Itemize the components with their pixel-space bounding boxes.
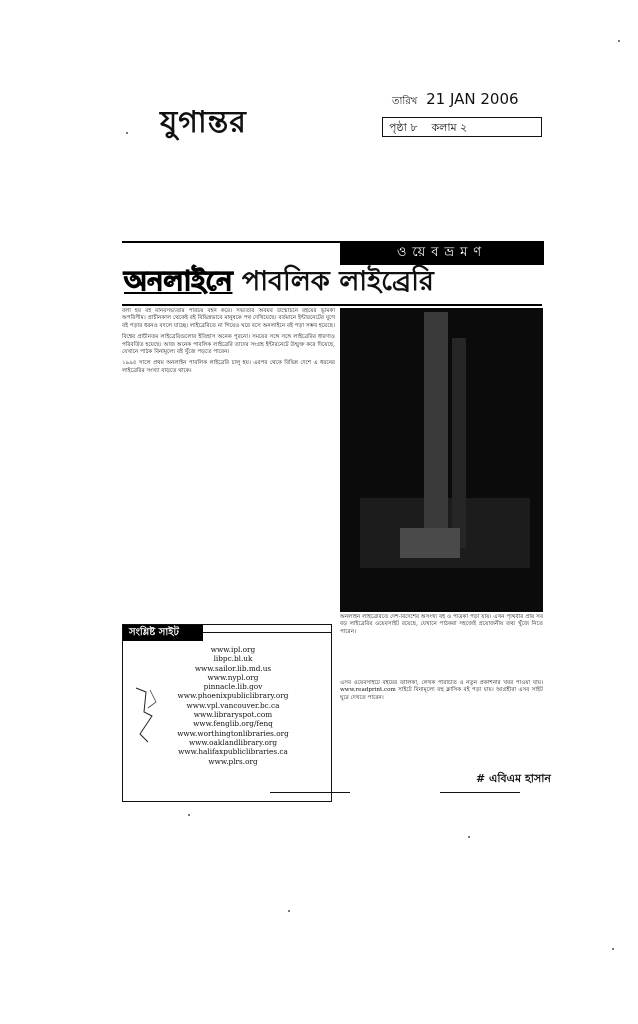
scan-speck [468, 836, 470, 838]
page-label: পৃষ্ঠা [389, 121, 407, 134]
article-paragraph: ১৯৯৫ সালে প্রথম অনলাইন পাবলিক লাইব্রেরি চালু হয়। এরপর থেকে বিভিন্ন দেশে এ ধরনের লাইব্রেরির সংখ্যা বাড়তে থাকে। [122, 360, 335, 374]
site-link[interactable]: www.ipl.org [210, 645, 256, 654]
headline-main: পাবলিক লাইব্রেরি [241, 266, 434, 297]
scan-speck [188, 814, 190, 816]
page-number: ৮ [410, 121, 418, 134]
photo-light-area [400, 528, 460, 558]
bottom-rule [270, 792, 350, 793]
site-link[interactable]: www.worthingtonlibraries.org [177, 728, 289, 738]
site-link[interactable]: pinnacle.lib.gov [203, 682, 263, 692]
headline-rule [122, 304, 542, 306]
page-stamp [382, 117, 542, 137]
scan-speck [288, 910, 290, 912]
article-body-right: এসব ওয়েবসাইটে বইয়ের তালিকা, লেখক পরিচিতি ও নতুন প্রকাশনার খবর পাওয়া যায়। www.readprint.com সাইটে বিনামূল্যে বহু ক্লাসিক বই পড়া যায়। আগ্রহীরা এসব সাইট ঘুরে দেখতে পারেন। [340, 680, 543, 701]
site-link[interactable]: www.plrs.org [208, 756, 258, 766]
article-paragraph: বিশ্বের প্রাচীনতম লাইব্রেরিগুলোর ইতিহাস অনেক পুরনো। সময়ের সঙ্গে সঙ্গে লাইব্রেরির ধারণাও পরিবর্তিত হয়েছে। আজ অনেক পাবলিক লাইব্রেরি তাদের সংগ্রহ ইন্টারনেটে উন্মুক্ত করে দিয়েছে, যেখানে পাঠক বিনামূল্যে বই খুঁজে পড়তে পারেন। [122, 334, 335, 356]
site-link[interactable]: www.libraryspot.com [193, 710, 273, 720]
scan-speck [126, 132, 128, 134]
site-link[interactable]: www.nypl.org [207, 672, 259, 682]
column-label: কলাম [431, 121, 457, 134]
related-sites-title: সংশ্লিষ্ট সাইট [123, 625, 203, 641]
site-link[interactable]: www.fenglib.org/fenq [193, 719, 273, 729]
article-byline: # এবিএম হাসান [476, 772, 551, 785]
section-label: ওয়েবভ্রমণ [340, 241, 544, 265]
column-number: ২ [460, 121, 468, 134]
bottom-rule [440, 792, 520, 793]
site-link[interactable]: www.sailor.lib.md.us [194, 663, 272, 673]
article-paragraph: বলা হয় বই মানবসভ্যতার পরিচয় বহন করে। সভ্যতার অবয়ব উন্মোচনে বইয়ের ভূমিকা অপরিসীম। প্রাচীনকাল থেকেই বই বিভিন্নভাবে মানুষকে পথ দেখিয়েছে। বর্তমানে ইন্টারনেটের যুগে বই পড়ার ধরনও বদলে যাচ্ছে। লাইব্রেরিতে না গিয়েও ঘরে বসে অনলাইনে বই পড়া সম্ভব হয়েছে। [122, 308, 335, 329]
article-body-left [122, 308, 335, 620]
article-photo [340, 308, 543, 612]
scan-speck [618, 40, 620, 42]
date-stamp [392, 90, 519, 111]
headline-outline-word: অনলাইনে [124, 266, 233, 297]
date-prefix: তারিখ [392, 96, 418, 107]
site-link[interactable]: www.phoenixpubliclibrary.org [177, 691, 289, 701]
photo-building [452, 338, 466, 548]
article-headline [124, 262, 434, 302]
site-link[interactable]: libpc.bl.uk [213, 654, 253, 664]
site-link[interactable]: www.vpl.vancouver.bc.ca [186, 700, 280, 710]
newspaper-masthead: যুগান্তর [160, 105, 247, 140]
photo-caption: অনলাইন লাইব্রেরিতে দেশ-বিদেশের অসংখ্য বই ও পত্রিকা পড়া যায়। এখন পৃথিবীর প্রায় সব বড় লাইব্রেরির ওয়েবসাইট রয়েছে, যেখানে পাঠকরা সহজেই প্রয়োজনীয় তথ্য খুঁজে নিতে পারেন। [340, 614, 543, 635]
site-link[interactable]: www.halifaxpubliclibraries.ca [178, 747, 288, 757]
scan-speck [612, 948, 614, 950]
photo-building [424, 312, 448, 552]
site-link[interactable]: www.oaklandlibrary.org [188, 737, 278, 747]
date-value: 21 JAN 2006 [426, 90, 519, 108]
related-sites-list [140, 645, 326, 766]
box-title-rule [203, 632, 331, 633]
